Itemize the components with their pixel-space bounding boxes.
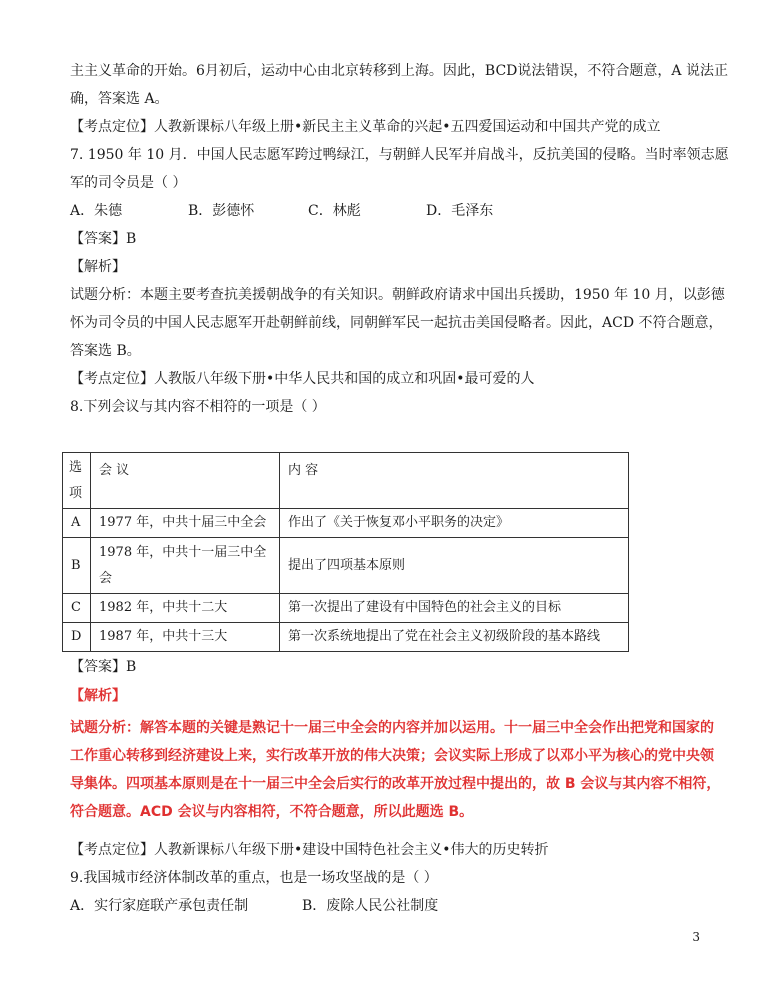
row-meeting (91, 538, 280, 594)
header-content: 内 容 (280, 453, 629, 509)
kaodian-label: 【考点定位】人教新课标八年级下册•建设中国特色社会主义•伟大的历史转折 (70, 842, 549, 858)
answer-label: 【答案】B (70, 659, 137, 675)
option-b: B．彭德怀 (188, 203, 255, 219)
analysis-line: 怀为司令员的中国人民志愿军开赴朝鲜前线，同朝鲜军民一起抗击美国侵略者。因此，ACD 不符合题意， (70, 315, 723, 331)
row-option: C (63, 594, 91, 623)
table-row (63, 594, 629, 623)
page-number: 3 (692, 930, 700, 944)
table-header-row (63, 453, 629, 509)
option-d: D．毛泽东 (426, 203, 494, 219)
analysis-line: 试题分析：解答本题的关键是熟记十一届三中全会的内容并加以运用。十一届三中全会作出把党和国家的 (70, 720, 714, 736)
question-9-options (70, 896, 630, 916)
question-7-stem-cont: 军的司令员是（ ） (70, 175, 187, 191)
analysis-line: 导集体。四项基本原则是在十一届三中全会后实行的改革开放过程中提出的，故 B 会议与其内容不相符， (70, 776, 721, 792)
paragraph-line: 确，答案选 A。 (70, 91, 169, 107)
analysis-line: 符合题意。ACD 会议与内容相符，不符合题意，所以此题选 B。 (70, 804, 474, 820)
header-option-1: 选 (69, 459, 83, 475)
analysis-line: 答案选 B。 (70, 343, 141, 359)
paragraph-line: 主主义革命的开始。6月初后，运动中心由北京转移到上海。因此，BCD说法错误，不符合题意，A 说法正 (70, 63, 728, 79)
table-row (63, 623, 629, 652)
analysis-line: 工作重心转移到经济建设上来，实行改革开放的伟大决策；会议实际上形成了以邓小平为核心的党中央领 (70, 748, 714, 764)
option-a: A．实行家庭联产承包责任制 (70, 898, 249, 914)
row-meeting: 1987 年，中共十三大 (91, 623, 280, 652)
row-meeting-line1: 1978 年，中共十一届三中全 (99, 544, 267, 560)
option-a: A．朱德 (70, 203, 123, 219)
question-9-stem: 9.我国城市经济体制改革的重点，也是一场攻坚战的是（ ） (70, 870, 438, 886)
row-option: D (63, 623, 91, 652)
kaodian-label: 【考点定位】人教版八年级下册•中华人民共和国的成立和巩固•最可爱的人 (70, 371, 535, 387)
row-meeting: 1982 年，中共十二大 (91, 594, 280, 623)
answer-label: 【答案】B (70, 231, 137, 247)
question-8-stem: 8.下列会议与其内容不相符的一项是（ ） (70, 399, 326, 415)
question-7-stem: 7. 1950 年 10 月．中国人民志愿军跨过鸭绿江，与朝鲜人民军并肩战斗，反抗美国的侵略。当时率领志愿 (70, 147, 729, 163)
row-content: 提出了四项基本原则 (280, 538, 629, 594)
row-option: A (63, 509, 91, 538)
header-option-2: 项 (69, 485, 83, 501)
option-b: B．废除人民公社制度 (302, 898, 439, 914)
meeting-table (62, 452, 629, 652)
kaodian-label: 【考点定位】人教新课标八年级上册•新民主主义革命的兴起•五四爱国运动和中国共产党的成立 (70, 119, 661, 135)
row-option: B (63, 538, 91, 594)
header-meeting: 会 议 (91, 453, 280, 509)
analysis-heading: 【解析】 (70, 259, 126, 275)
analysis-heading: 【解析】 (70, 688, 126, 704)
row-meeting: 1977 年，中共十届三中全会 (91, 509, 280, 538)
header-option (63, 453, 91, 509)
option-c: C．林彪 (308, 203, 361, 219)
row-meeting-line2: 会 (99, 570, 113, 586)
row-content: 第一次提出了建设有中国特色的社会主义的目标 (280, 594, 629, 623)
row-content: 作出了《关于恢复邓小平职务的决定》 (280, 509, 629, 538)
table-row (63, 538, 629, 594)
question-7-options (70, 201, 630, 221)
table-row (63, 509, 629, 538)
row-content: 第一次系统地提出了党在社会主义初级阶段的基本路线 (280, 623, 629, 652)
analysis-line: 试题分析：本题主要考查抗美援朝战争的有关知识。朝鲜政府请求中国出兵援助，1950 年 10 月，以彭德 (70, 287, 725, 303)
